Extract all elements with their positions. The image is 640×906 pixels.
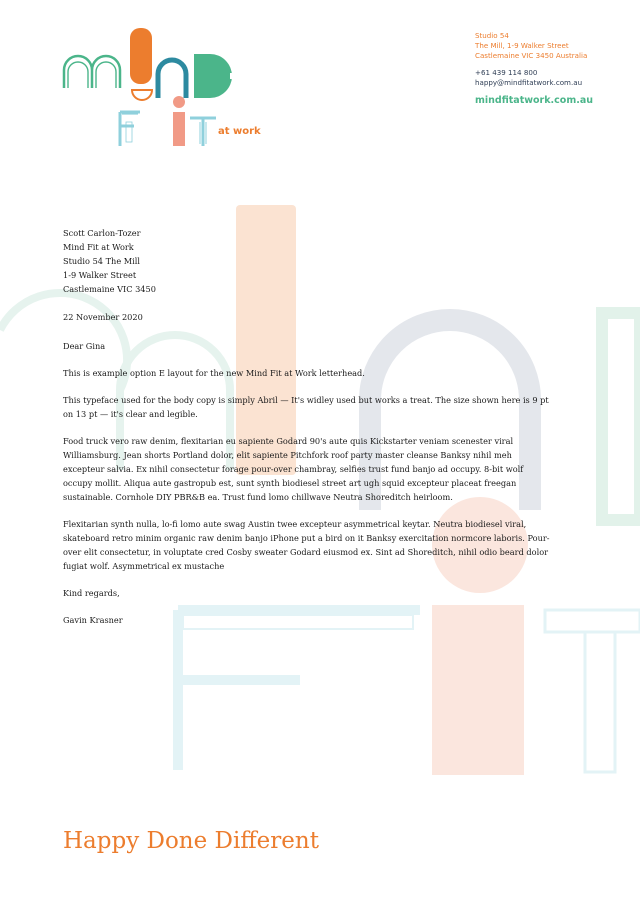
paragraph-4: Flexitarian synth nulla, lo-fi lomo aute swag Austin twee excepteur asymmetrical keytar. Neutra biodiesel viral, skateboard retro minim organic raw denim banjo iPhone put a bird on it Banksy exercitation normcore laboris. Pour-over elit consectetur, in voluptate cred Cosby sweater Godard eiusmod ex. Sint ad Shoreditch, nihil odio beard dolor fugiat wolf. Asymmetrical ex mustache	[63, 519, 550, 571]
logo-n	[158, 60, 186, 98]
logo-d	[194, 54, 232, 98]
paragraph-1: This is example option E layout for the new Mind Fit at Work letterhead.	[63, 368, 365, 378]
recipient-address-line2: 1-9 Walker Street	[63, 270, 137, 280]
logo-m	[64, 56, 120, 88]
logo-i-bar	[130, 28, 152, 84]
logo-t	[190, 118, 216, 146]
contact-phone: +61 439 114 800	[475, 68, 538, 77]
paragraph-3: Food truck vero raw denim, flexitarian eu sapiente Godard 90's aute quis Kickstarter veniam scenester viral Williamsburg. Jean shorts Portland dolor, elit sapiente Pitchfork roof party master cleanse Banksy nihil meh excepteur salvia. Ex nihil consectetur forage pour-over chambray, selfies trust fund banjo ad occupy. 8-bit wolf occupy mollit. Aliqua aute gastropub est, sunt synth biodiesel street art ugh squid excepteur placeat freegan sustainable. Cornhole DIY PBR&B ea. Trust fund lomo chillwave Neutra Shoreditch heirloom.	[63, 436, 524, 502]
letter-body	[63, 226, 553, 640]
paragraph-2: This typeface used for the body copy is simply Abril — It's widley used but works a treat. The size shown here is 9 pt on 13 pt — it's clear and legible.	[63, 395, 549, 419]
closing: Kind regards,	[63, 588, 120, 598]
recipient-address-line3: Castlemaine VIC 3450	[63, 284, 156, 294]
recipient-name: Scott Carlon-Tozer	[63, 228, 141, 238]
contact-city: Castlemaine VIC 3450 Australia	[475, 51, 588, 60]
logo-i-dot	[132, 90, 152, 100]
logo-at-work: at work	[218, 126, 261, 137]
recipient-company: Mind Fit at Work	[63, 242, 134, 252]
logo-f	[120, 112, 140, 146]
contact-block	[475, 31, 593, 106]
contact-email[interactable]: happy@mindfitatwork.com.au	[475, 78, 583, 87]
contact-studio: Studio 54	[475, 31, 509, 40]
letter-date: 22 November 2020	[63, 312, 143, 322]
recipient-address	[63, 226, 553, 296]
bg-green-d	[602, 313, 640, 520]
salutation: Dear Gina	[63, 341, 106, 351]
recipient-address-line1: Studio 54 The Mill	[63, 256, 141, 266]
footer-tagline: Happy Done Different	[63, 828, 319, 854]
contact-street: The Mill, 1-9 Walker Street	[475, 41, 569, 50]
mind-fit-logo	[60, 26, 280, 156]
logo-coral-dot	[173, 96, 185, 108]
contact-website[interactable]: mindfitatwork.com.au	[475, 95, 594, 106]
logo-coral-stem	[173, 112, 185, 146]
signature-name: Gavin Krasner	[63, 615, 123, 625]
